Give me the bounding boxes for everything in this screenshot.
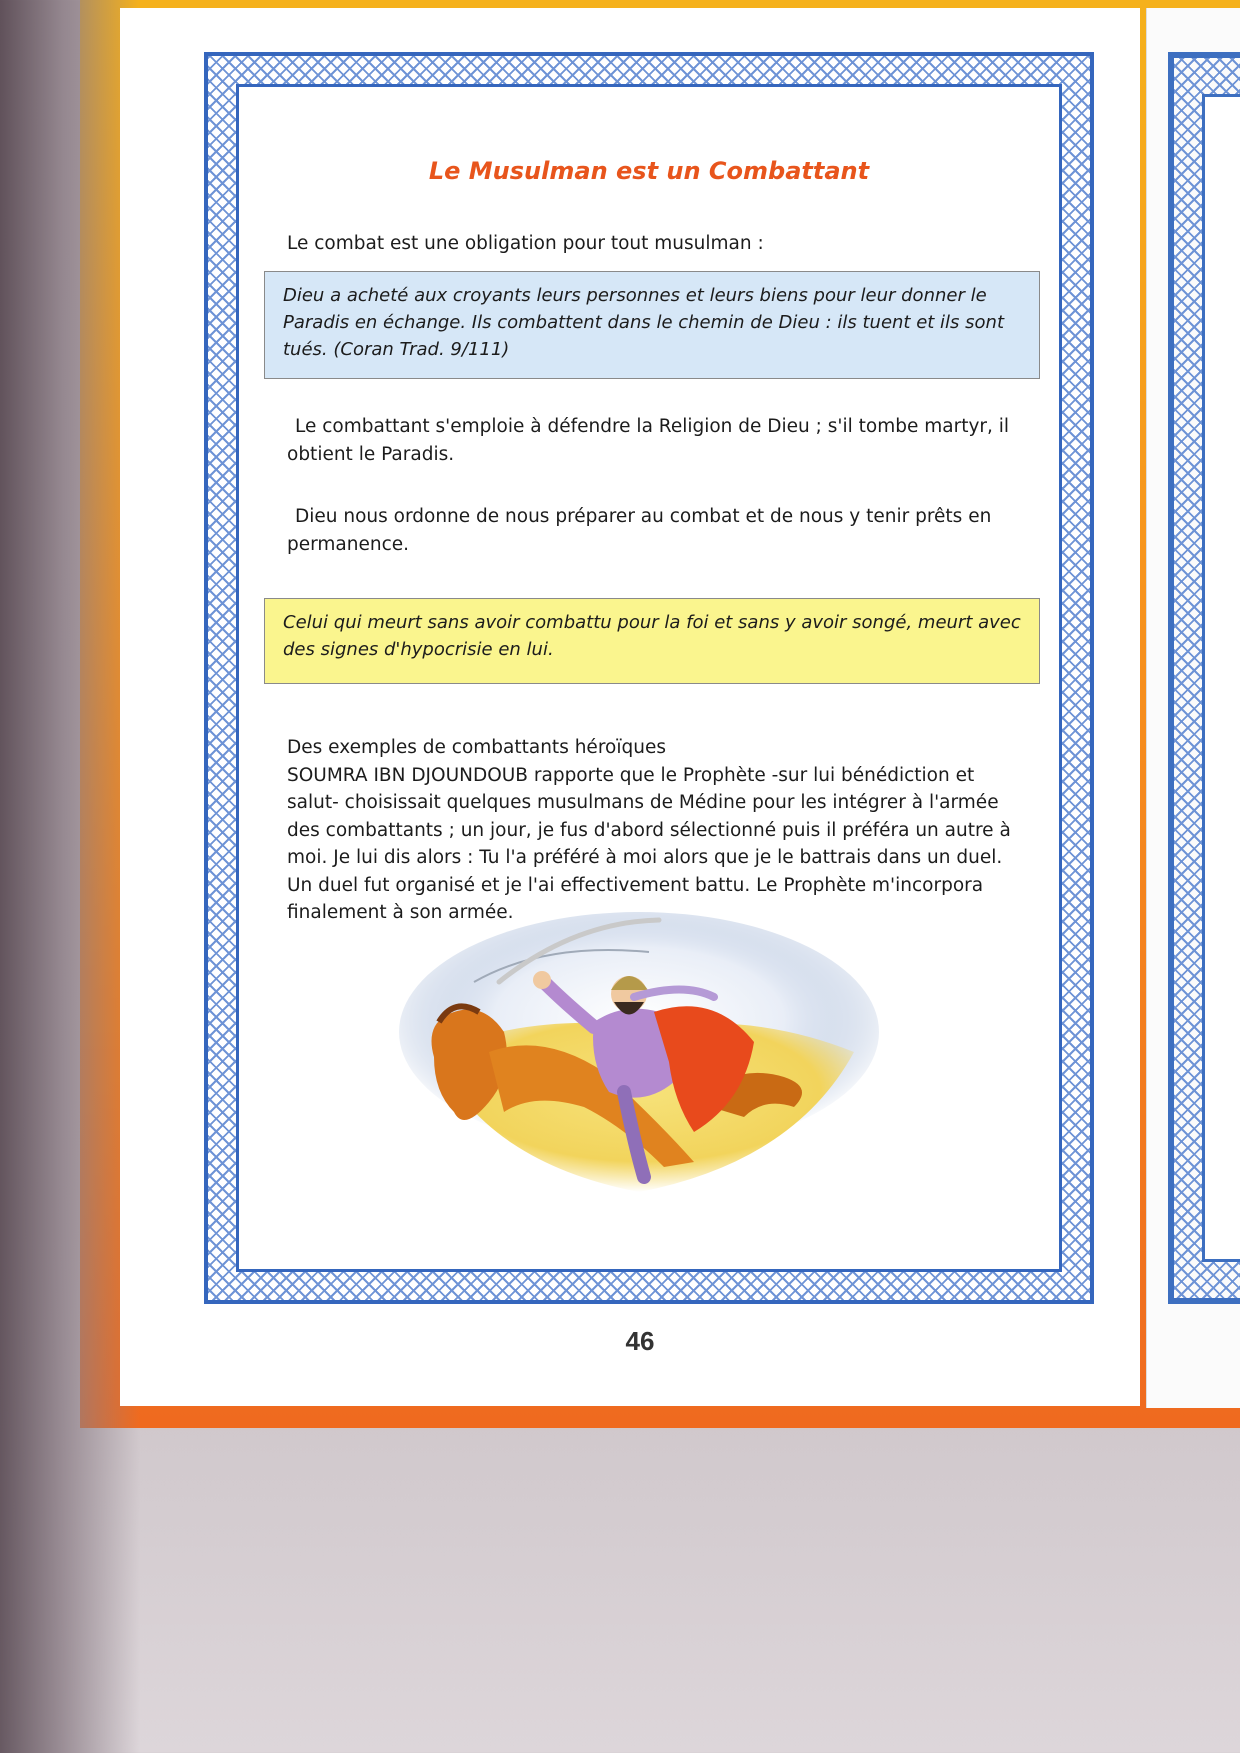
hadith-quote-box: Celui qui meurt sans avoir combattu pour la foi et sans y avoir songé, meurt avec des signes d'hypocrisie en lui. <box>264 598 1040 684</box>
page-number: 46 <box>625 1326 655 1356</box>
examples-heading: Des exemples de combattants héroïques <box>287 737 666 758</box>
examples-section <box>287 734 1027 927</box>
right-page-decorative-frame <box>1168 52 1240 1304</box>
martyr-paragraph: Le combattant s'emploie à défendre la Religion de Dieu ; s'il tombe martyr, il obtient le Paradis. <box>287 416 1010 465</box>
examples-text: SOUMRA IBN DJOUNDOUB rapporte que le Prophète -sur lui bénédiction et salut- choisissait quelques musulmans de Médine pour les intégrer à l'armée des combattants ; un jour, je fus d'abord sélectionné puis il préféra un autre à moi. Je lui dis alors : Tu l'a préféré à moi alors que je le battrais dans un duel. Un duel fut organisé et je l'ai effectivement battu. Le Prophète m'incorpora finalement à son armée. <box>287 764 1011 923</box>
intro-paragraph: Le combat est une obligation pour tout musulman : <box>287 233 764 254</box>
horseman-illustration <box>394 902 884 1202</box>
page-content-area <box>236 84 1062 1272</box>
quran-quote-box: Dieu a acheté aux croyants leurs personnes et leurs biens pour leur donner le Paradis en échange. Ils combattent dans le chemin de Dieu : ils tuent et ils sont tués. (Coran Trad. 9/111) <box>264 271 1040 379</box>
page-title: Le Musulman est un Combattant <box>428 157 870 185</box>
right-page-frame-inner <box>1202 94 1240 1262</box>
decorative-border-frame <box>204 52 1094 1304</box>
scan-shadow <box>0 0 140 1753</box>
preparation-paragraph: Dieu nous ordonne de nous préparer au combat et de nous y tenir prêts en permanence. <box>287 506 992 555</box>
